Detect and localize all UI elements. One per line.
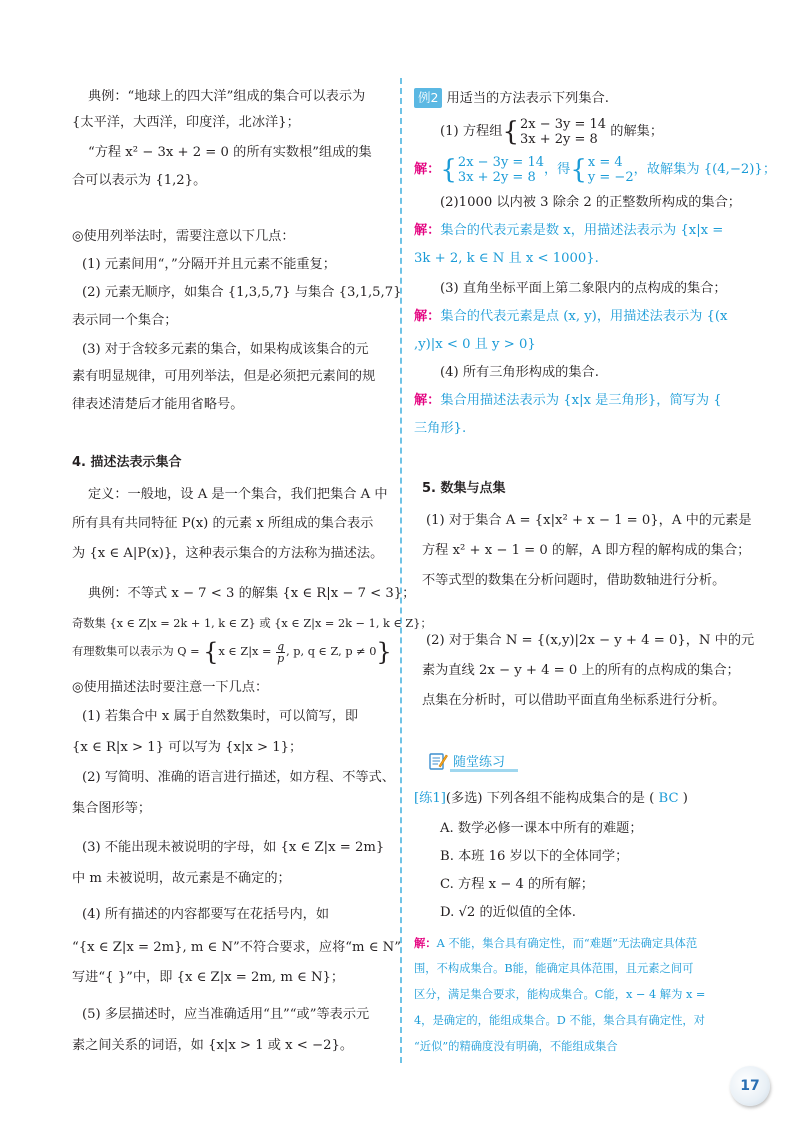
desc-note: {x ∈ R|x > 1} 可以写为 {x|x > 1}； xyxy=(72,740,303,755)
solution-x: x = 4 xyxy=(587,154,623,170)
option-a: A. 数学必修一课本中所有的难题； xyxy=(440,821,643,836)
practice-header xyxy=(428,751,518,775)
set-note: 不等式型的数集在分析问题时，借助数轴进行分析。 xyxy=(422,573,726,588)
example-2-heading xyxy=(414,88,609,108)
equation-system xyxy=(520,117,606,147)
desc-note: (1) 若集合中 x 属于自然数集时，可以简写，即 xyxy=(82,709,359,724)
set-note: 点集在分析时，可以借助平面直角坐标系进行分析。 xyxy=(422,693,726,708)
answer-2-line2: 3k + 2, k ∈ N 且 x < 1000}. xyxy=(414,251,599,266)
solution-y: y = −2 xyxy=(587,169,634,185)
desc-note: 写进“{ }”中，即 {x ∈ Z|x = 2m, m ∈ N}； xyxy=(72,970,345,985)
definition-line: 定义：一般地，设 A 是一个集合，我们把集合 A 中 xyxy=(88,487,388,502)
fraction xyxy=(276,641,285,664)
question-4: (4) 所有三角形构成的集合. xyxy=(440,365,599,380)
answer-label: 解： xyxy=(414,309,441,324)
practice-answer-line2: 围，不构成集合。B能，能确定具体范围，且元素之间可 xyxy=(414,962,694,975)
practice-close: ) xyxy=(682,791,688,806)
answer-text: A 不能，集合具有确定性，而“难题”无法确定具体范 xyxy=(436,937,698,950)
enum-note: (2) 元素无顺序，如集合 {1,3,5,7} 与集合 {3,1,5,7} xyxy=(82,285,402,300)
practice-answer-line4: 4，是确定的，能组成集合。D 不能，集合具有确定性，对 xyxy=(414,1014,705,1027)
answer-label: 解： xyxy=(414,223,441,238)
question-2: (2)1000 以内被 3 除余 2 的正整数所构成的集合； xyxy=(440,195,741,210)
desc-note: (3) 不能出现未被说明的字母，如 {x ∈ Z|x = 2m} xyxy=(82,840,385,855)
desc-note: (5) 多层描述时，应当准确适用“且”“或”等表示元 xyxy=(82,1007,370,1022)
practice-answer-line5: “近似”的精确度没有明确，不能组成集合 xyxy=(414,1040,618,1053)
solution-system xyxy=(588,155,634,185)
desc-note-heading: ◎使用描述法时要注意一下几点： xyxy=(72,680,269,695)
set-note: 方程 x² + x − 1 = 0 的解，A 即方程的解构成的集合； xyxy=(422,543,751,558)
practice-question xyxy=(414,790,688,808)
desc-note: 素之间关系的词语，如 {x|x > 1 或 x < −2}。 xyxy=(72,1038,354,1053)
column-divider xyxy=(400,78,402,1063)
section-4-title: 4. 描述法表示集合 xyxy=(72,455,182,470)
solution-brace: { xyxy=(570,154,587,185)
enum-note: 表示同一个集合； xyxy=(72,313,178,328)
rational-set-a: x ∈ Z|x = xyxy=(218,645,276,658)
odd-set-line: 奇数集 {x ∈ Z|x = 2k + 1, k ∈ Z} 或 {x ∈ Z|x = 2k − 1, k ∈ Z}； xyxy=(72,617,432,630)
fraction-denominator: p xyxy=(277,651,285,665)
answer-label: 解： xyxy=(414,393,441,408)
desc-note: (4) 所有描述的内容都要写在花括号内，如 xyxy=(82,907,330,922)
section-5-title: 5. 数集与点集 xyxy=(422,481,506,496)
set-note: (2) 对于集合 N = {(x,y)|2x − y + 4 = 0}，N 中的元 xyxy=(426,633,755,648)
option-b: B. 本班 16 岁以下的全体同学； xyxy=(440,849,629,864)
practice-question-text: (多选) 下列各组不能构成集合的是 ( xyxy=(445,791,655,806)
a1-suffix: ，故解集为 {(4,−2)}； xyxy=(633,162,777,177)
answer-4-line2: 三角形}. xyxy=(414,421,467,436)
definition-line: 所有具有共同特征 P(x) 的元素 x 所组成的集合表示 xyxy=(72,516,374,531)
example-title: 用适当的方法表示下列集合. xyxy=(446,91,609,106)
desc-note: 集合图形等； xyxy=(72,801,152,816)
answer-3-line1 xyxy=(414,308,727,326)
rational-set-b: , p, q ∈ Z, p ≠ 0 xyxy=(286,645,377,658)
example-line: 典例：不等式 x − 7 < 3 的解集 {x ∈ R|x − 7 < 3}； xyxy=(88,586,416,601)
equation-1: 2x − 3y = 14 xyxy=(519,116,607,132)
definition-line: 为 {x ∈ A|P(x)}，这种表示集合的方法称为描述法。 xyxy=(72,546,384,561)
enum-note: 素有明显规律，可用列举法，但是必须把元素间的规 xyxy=(72,369,376,384)
answer-text: 集合用描述法表示为 {x|x 是三角形}，简写为 { xyxy=(440,393,722,408)
option-c: C. 方程 x − 4 的所有解； xyxy=(440,877,594,892)
enum-note: (1) 元素间用“，”分隔开并且元素不能重复； xyxy=(82,257,336,272)
right-brace: } xyxy=(376,638,392,666)
desc-note: 中 m 未被说明，故元素是不确定的； xyxy=(72,871,291,886)
answer-1 xyxy=(414,152,776,188)
fraction-numerator: q xyxy=(277,639,285,653)
desc-note: (2) 写简明、准确的语言进行描述，如方程、不等式、 xyxy=(82,770,395,785)
page-number: 17 xyxy=(730,1066,770,1106)
example-line: {太平洋，大西洋，印度洋，北冰洋}； xyxy=(72,115,300,130)
enum-note-heading: ◎使用列举法时，需要注意以下几点： xyxy=(72,229,295,244)
system-brace: { xyxy=(440,154,457,185)
q1-suffix: 的解集； xyxy=(610,124,664,139)
answer-text: 集合的代表元素是数 x，用描述法表示为 {x|x = xyxy=(440,223,724,238)
answer-label: 解： xyxy=(414,162,441,177)
practice-badge: [练1] xyxy=(414,791,446,806)
equation-2: 3x + 2y = 8 xyxy=(519,131,598,147)
enum-note: 律表述清楚后才能用省略号。 xyxy=(72,397,244,412)
answer-text: 集合的代表元素是点 (x, y)，用描述法表示为 {(x xyxy=(440,309,728,324)
question-1 xyxy=(440,114,663,150)
enum-note: (3) 对于含较多元素的集合，如果构成该集合的元 xyxy=(82,342,369,357)
answer-2-line1 xyxy=(414,222,723,240)
a1-mid: ，得 xyxy=(544,162,571,177)
equation-system xyxy=(458,155,544,185)
practice-answer-line1 xyxy=(414,934,697,953)
answer-4-line1 xyxy=(414,392,722,410)
left-brace: { xyxy=(203,638,219,666)
answer-3-line2: ,y)|x < 0 且 y > 0} xyxy=(414,337,536,352)
desc-note: “{x ∈ Z|x = 2m}, m ∈ N”不符合要求，应将“m ∈ N” xyxy=(72,940,401,955)
answer-label: 解： xyxy=(414,936,437,950)
example-line: “方程 x² − 3x + 2 = 0 的所有实数根”组成的集 xyxy=(88,145,372,160)
example-line: 典例：“地球上的四大洋”组成的集合可以表示为 xyxy=(88,89,366,104)
set-note: 素为直线 2x − y + 4 = 0 上的所有的点构成的集合； xyxy=(422,663,740,678)
question-3: (3) 直角坐标平面上第二象限内的点构成的集合； xyxy=(440,281,727,296)
q1-prefix: (1) 方程组 xyxy=(440,124,503,139)
example-line: 合可以表示为 {1,2}。 xyxy=(72,173,207,188)
notepad-pencil-icon xyxy=(428,751,448,771)
option-d: D. √2 的近似值的全体. xyxy=(440,905,576,920)
equation-2: 3x + 2y = 8 xyxy=(457,169,536,185)
system-brace: { xyxy=(502,116,519,147)
set-note: (1) 对于集合 A = {x|x² + x − 1 = 0}，A 中的元素是 xyxy=(426,513,752,528)
example-badge: 例2 xyxy=(414,88,442,108)
equation-1: 2x − 3y = 14 xyxy=(457,154,544,170)
rational-set-line xyxy=(72,638,392,666)
practice-title: 随堂练习 xyxy=(453,755,506,770)
practice-answer-line3: 区分，满足集合要求，能构成集合。C能，x − 4 解为 x = xyxy=(414,988,706,1001)
practice-answer: BC xyxy=(658,791,679,806)
rational-prefix: 有理数集可以表示为 Q = xyxy=(72,645,204,658)
